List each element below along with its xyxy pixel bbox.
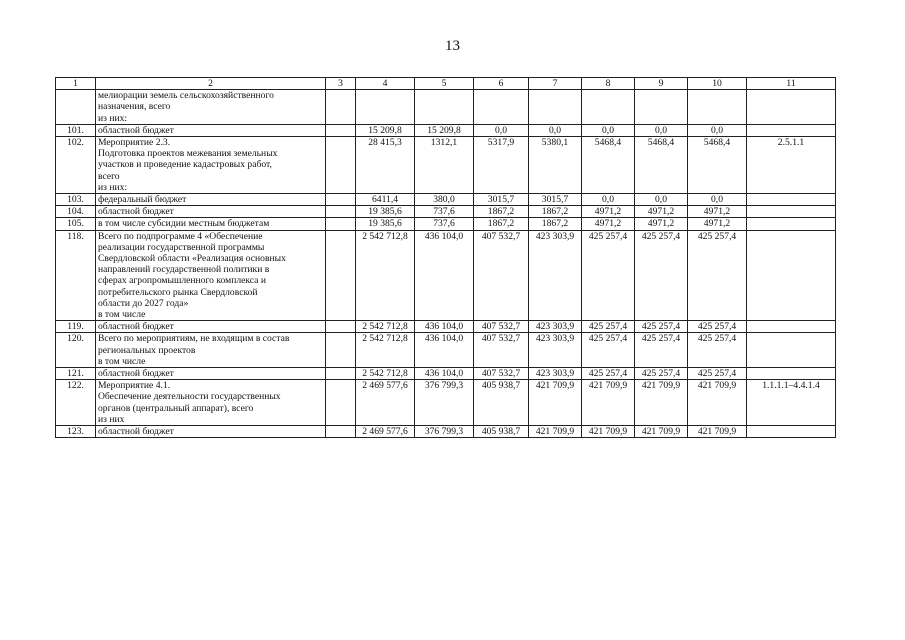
- row-value: 1312,1: [415, 137, 474, 194]
- row-number: 102.: [56, 137, 96, 194]
- row-value: 4971,2: [635, 218, 688, 230]
- table-row: [56, 194, 836, 206]
- table-row: [56, 218, 836, 230]
- row-value: [415, 90, 474, 125]
- row-description: областной бюджет: [96, 124, 326, 136]
- row-target-code: [747, 426, 836, 438]
- row-value: 425 257,4: [688, 368, 747, 380]
- row-value: 425 257,4: [582, 230, 635, 321]
- row-value: 6411,4: [356, 194, 415, 206]
- column-header: 10: [688, 78, 747, 90]
- row-value: 5317,9: [474, 137, 529, 194]
- row-value: 407 532,7: [474, 321, 529, 333]
- row-value: 421 709,9: [529, 426, 582, 438]
- row-number: 104.: [56, 206, 96, 218]
- table-row: [56, 426, 836, 438]
- row-value: [356, 90, 415, 125]
- budget-table: [55, 77, 836, 438]
- row-value: 5468,4: [688, 137, 747, 194]
- table-row: [56, 206, 836, 218]
- row-value: 3015,7: [529, 194, 582, 206]
- row-description: Мероприятие 4.1. Обеспечение деятельности государственных органов (центральный аппарат), всего из них: [96, 380, 326, 426]
- row-value: 4971,2: [688, 218, 747, 230]
- row-value: 425 257,4: [582, 333, 635, 368]
- row-value: 0,0: [582, 194, 635, 206]
- row-value: 0,0: [635, 194, 688, 206]
- row-col3: [326, 194, 356, 206]
- row-value: 376 799,3: [415, 426, 474, 438]
- row-target-code: 1.1.1.1–4.4.1.4: [747, 380, 836, 426]
- row-value: 405 938,7: [474, 380, 529, 426]
- table-row: [56, 368, 836, 380]
- row-col3: [326, 218, 356, 230]
- row-value: 423 303,9: [529, 321, 582, 333]
- row-value: 2 542 712,8: [356, 230, 415, 321]
- column-header: 6: [474, 78, 529, 90]
- row-value: 2 469 577,6: [356, 426, 415, 438]
- row-value: [635, 90, 688, 125]
- row-number: 119.: [56, 321, 96, 333]
- row-value: 421 709,9: [635, 380, 688, 426]
- column-header: 8: [582, 78, 635, 90]
- row-value: 4971,2: [635, 206, 688, 218]
- row-target-code: [747, 321, 836, 333]
- row-number: 122.: [56, 380, 96, 426]
- row-number: [56, 90, 96, 125]
- row-value: 421 709,9: [529, 380, 582, 426]
- row-value: 407 532,7: [474, 333, 529, 368]
- row-value: 2 542 712,8: [356, 321, 415, 333]
- row-value: [474, 90, 529, 125]
- row-value: 421 709,9: [635, 426, 688, 438]
- row-value: 5468,4: [635, 137, 688, 194]
- column-header: 1: [56, 78, 96, 90]
- row-value: 1867,2: [474, 218, 529, 230]
- row-value: [529, 90, 582, 125]
- row-col3: [326, 206, 356, 218]
- row-value: 3015,7: [474, 194, 529, 206]
- row-value: 423 303,9: [529, 368, 582, 380]
- row-value: 405 938,7: [474, 426, 529, 438]
- row-value: 737,6: [415, 206, 474, 218]
- column-header: 9: [635, 78, 688, 90]
- row-col3: [326, 368, 356, 380]
- row-value: 425 257,4: [688, 230, 747, 321]
- row-value: [688, 90, 747, 125]
- column-header: 2: [96, 78, 326, 90]
- row-col3: [326, 321, 356, 333]
- row-value: 425 257,4: [582, 368, 635, 380]
- row-value: 1867,2: [529, 218, 582, 230]
- row-number: 123.: [56, 426, 96, 438]
- row-description: областной бюджет: [96, 368, 326, 380]
- table-row: [56, 230, 836, 321]
- row-value: 376 799,3: [415, 380, 474, 426]
- row-description: областной бюджет: [96, 206, 326, 218]
- column-header: 3: [326, 78, 356, 90]
- row-value: 436 104,0: [415, 333, 474, 368]
- row-value: 5380,1: [529, 137, 582, 194]
- row-value: 425 257,4: [635, 321, 688, 333]
- row-target-code: [747, 333, 836, 368]
- row-value: 0,0: [474, 124, 529, 136]
- row-value: 421 709,9: [582, 426, 635, 438]
- table-row: [56, 137, 836, 194]
- row-number: 103.: [56, 194, 96, 206]
- row-value: 737,6: [415, 218, 474, 230]
- page-number: 13: [445, 38, 460, 54]
- row-value: 436 104,0: [415, 368, 474, 380]
- row-value: 436 104,0: [415, 321, 474, 333]
- row-target-code: [747, 194, 836, 206]
- row-value: 1867,2: [474, 206, 529, 218]
- row-value: 4971,2: [582, 218, 635, 230]
- table-row: [56, 321, 836, 333]
- row-value: 4971,2: [582, 206, 635, 218]
- row-value: 380,0: [415, 194, 474, 206]
- row-value: 421 709,9: [688, 426, 747, 438]
- row-description: федеральный бюджет: [96, 194, 326, 206]
- column-header: 4: [356, 78, 415, 90]
- row-value: 1867,2: [529, 206, 582, 218]
- row-value: 407 532,7: [474, 368, 529, 380]
- column-number-row: [56, 78, 836, 90]
- table-row: [56, 124, 836, 136]
- row-number: 105.: [56, 218, 96, 230]
- row-value: 425 257,4: [582, 321, 635, 333]
- row-target-code: [747, 124, 836, 136]
- row-value: 425 257,4: [635, 368, 688, 380]
- row-value: 421 709,9: [688, 380, 747, 426]
- row-target-code: [747, 368, 836, 380]
- row-col3: [326, 380, 356, 426]
- row-col3: [326, 90, 356, 125]
- row-description: областной бюджет: [96, 426, 326, 438]
- table-row: [56, 333, 836, 368]
- row-target-code: 2.5.1.1: [747, 137, 836, 194]
- row-description: Мероприятие 2.3. Подготовка проектов межевания земельных участков и проведение кадастровых работ, всего из них:: [96, 137, 326, 194]
- row-number: 120.: [56, 333, 96, 368]
- row-description: в том числе субсидии местным бюджетам: [96, 218, 326, 230]
- row-value: [582, 90, 635, 125]
- row-col3: [326, 124, 356, 136]
- row-description: мелиорации земель сельскохозяйственного назначения, всего из них:: [96, 90, 326, 125]
- row-value: 19 385,6: [356, 218, 415, 230]
- row-value: 0,0: [529, 124, 582, 136]
- row-target-code: [747, 90, 836, 125]
- row-col3: [326, 230, 356, 321]
- row-value: 423 303,9: [529, 333, 582, 368]
- row-col3: [326, 137, 356, 194]
- row-number: 118.: [56, 230, 96, 321]
- row-target-code: [747, 218, 836, 230]
- row-value: 5468,4: [582, 137, 635, 194]
- row-value: 2 542 712,8: [356, 333, 415, 368]
- row-target-code: [747, 206, 836, 218]
- row-value: 425 257,4: [688, 321, 747, 333]
- row-value: 425 257,4: [688, 333, 747, 368]
- row-target-code: [747, 230, 836, 321]
- row-value: 15 209,8: [356, 124, 415, 136]
- row-value: 421 709,9: [582, 380, 635, 426]
- row-number: 121.: [56, 368, 96, 380]
- row-value: 19 385,6: [356, 206, 415, 218]
- row-value: 407 532,7: [474, 230, 529, 321]
- row-value: 2 542 712,8: [356, 368, 415, 380]
- row-value: 2 469 577,6: [356, 380, 415, 426]
- row-value: 0,0: [635, 124, 688, 136]
- row-value: 425 257,4: [635, 230, 688, 321]
- row-value: 28 415,3: [356, 137, 415, 194]
- row-value: 15 209,8: [415, 124, 474, 136]
- row-value: 0,0: [582, 124, 635, 136]
- row-value: 425 257,4: [635, 333, 688, 368]
- row-value: 4971,2: [688, 206, 747, 218]
- row-col3: [326, 333, 356, 368]
- column-header: 5: [415, 78, 474, 90]
- row-description: Всего по мероприятиям, не входящим в состав региональных проектов в том числе: [96, 333, 326, 368]
- table-row: [56, 90, 836, 125]
- row-value: 0,0: [688, 194, 747, 206]
- row-col3: [326, 426, 356, 438]
- row-description: областной бюджет: [96, 321, 326, 333]
- row-description: Всего по подпрограмме 4 «Обеспечение реализации государственной программы Свердловской области «Реализация основных направлений государственной политики в сферах агропромышленного комплекса и потребительского рынка Свердловской области до 2027 года» в том числе: [96, 230, 326, 321]
- table-row: [56, 380, 836, 426]
- column-header: 11: [747, 78, 836, 90]
- column-header: 7: [529, 78, 582, 90]
- row-number: 101.: [56, 124, 96, 136]
- row-value: 436 104,0: [415, 230, 474, 321]
- row-value: 423 303,9: [529, 230, 582, 321]
- row-value: 0,0: [688, 124, 747, 136]
